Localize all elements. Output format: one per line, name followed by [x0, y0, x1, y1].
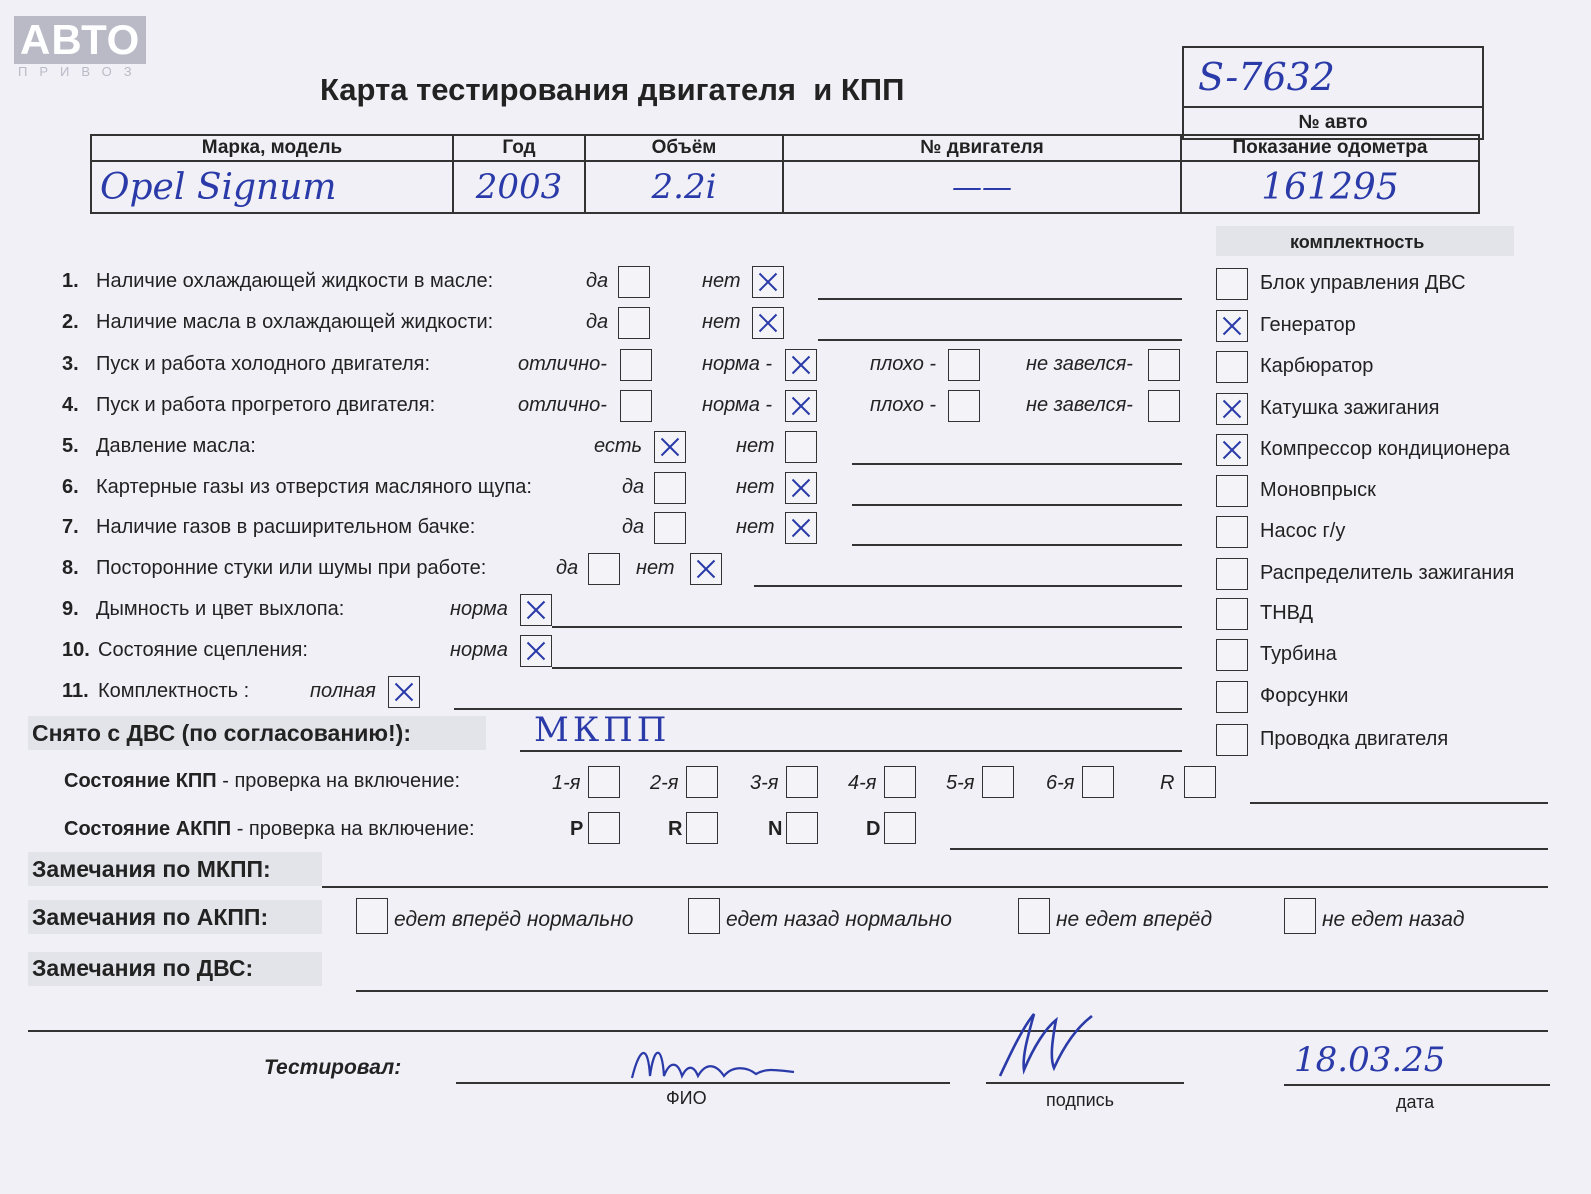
remarks-dvs-line-2 — [28, 1030, 1548, 1032]
option-checkbox[interactable] — [588, 553, 620, 585]
akpp-remark-label: едет вперёд нормально — [394, 908, 634, 931]
item-text: Наличие газов в расширительном бачке: — [96, 516, 476, 538]
removed-label: Снято с ДВС (по согласованию!): — [32, 720, 411, 746]
car-number-label: № авто — [1298, 112, 1368, 133]
item-line — [552, 626, 1182, 628]
option-label: да — [622, 476, 645, 498]
kpp-gear-label: 5-я — [946, 772, 975, 794]
kit-item-label: Блок управления ДВС — [1260, 272, 1466, 294]
option-label: нет — [636, 557, 675, 579]
option-checkbox[interactable] — [1148, 349, 1180, 381]
option-checkbox[interactable] — [785, 431, 817, 463]
kpp-gear-checkbox[interactable] — [686, 766, 718, 798]
kit-item-label: Проводка двигателя — [1260, 728, 1449, 750]
removed-value: МКПП — [534, 710, 671, 750]
year-value: 2003 — [453, 161, 585, 213]
option-label: нет — [736, 516, 775, 538]
kpp-gear-label: 4-я — [848, 772, 877, 794]
tested-label: Тестировал: — [264, 1056, 402, 1079]
option-label: нет — [702, 311, 741, 333]
item-number: 9. — [62, 598, 79, 620]
kit-item-label: Форсунки — [1260, 685, 1349, 707]
option-label: есть — [594, 435, 643, 457]
kit-checkbox[interactable] — [1216, 268, 1248, 300]
car-number-value: S-7632 — [1184, 48, 1482, 108]
kit-item-label: Генератор — [1260, 314, 1356, 336]
item-line — [852, 504, 1182, 506]
option-checkbox[interactable] — [785, 390, 817, 422]
item-number: 3. — [62, 353, 79, 375]
option-label: да — [622, 516, 645, 538]
item-line — [818, 298, 1182, 300]
item-text: Давление масла: — [96, 435, 256, 457]
kit-item-label: Насос г/у — [1260, 520, 1346, 542]
date-value: 18.03.25 — [1294, 1040, 1446, 1080]
akpp-label — [64, 818, 475, 841]
akpp-label-rest: - проверка на включение: — [231, 818, 475, 840]
item-line — [852, 463, 1182, 465]
akpp-gear-checkbox[interactable] — [588, 812, 620, 844]
brand-logo — [14, 16, 146, 79]
option-checkbox[interactable] — [785, 512, 817, 544]
remarks-mkpp-line — [322, 886, 1548, 888]
akpp-remark-checkbox[interactable] — [1284, 898, 1316, 934]
item-text: Наличие охлаждающей жидкости в масле: — [96, 270, 494, 292]
kit-item-label: ТНВД — [1260, 602, 1314, 624]
akpp-gear-label: P — [570, 818, 584, 840]
kit-checkbox[interactable] — [1216, 310, 1248, 342]
akpp-remark-label: не едет назад — [1322, 908, 1465, 931]
date-line — [1284, 1084, 1550, 1086]
kit-checkbox[interactable] — [1216, 475, 1248, 507]
option-checkbox[interactable] — [520, 594, 552, 626]
item-text: Состояние сцепления: — [98, 639, 308, 661]
vehicle-table — [90, 134, 1480, 214]
akpp-gear-label: R — [668, 818, 683, 840]
kit-checkbox[interactable] — [1216, 724, 1248, 756]
kpp-gear-checkbox[interactable] — [1184, 766, 1216, 798]
option-label: плохо - — [870, 394, 937, 416]
kit-checkbox[interactable] — [1216, 639, 1248, 671]
kpp-line — [1250, 802, 1548, 804]
akpp-gear-checkbox[interactable] — [884, 812, 916, 844]
option-label: полная — [310, 680, 376, 702]
col-engine-header: № двигателя — [783, 135, 1181, 161]
item-line — [754, 585, 1182, 587]
engine-number-value: —— — [783, 161, 1181, 213]
option-checkbox[interactable] — [620, 390, 652, 422]
item-line — [818, 339, 1182, 341]
option-label: норма — [450, 598, 508, 620]
akpp-remark-label: едет назад нормально — [726, 908, 952, 931]
kit-title: комплектность — [1290, 232, 1425, 252]
item-text: Картерные газы из отверстия масляного щупа: — [96, 476, 532, 498]
option-checkbox[interactable] — [388, 676, 420, 708]
option-checkbox[interactable] — [520, 635, 552, 667]
kpp-gear-label: R — [1160, 772, 1175, 794]
model-value: Opel Signum — [91, 161, 453, 213]
item-number: 8. — [62, 557, 79, 579]
kpp-gear-label: 3-я — [750, 772, 779, 794]
item-number: 7. — [62, 516, 79, 538]
col-odometer-header: Показание одометра — [1181, 135, 1479, 161]
kpp-label-bold: Состояние КПП — [64, 770, 217, 792]
kpp-gear-checkbox[interactable] — [884, 766, 916, 798]
kpp-label — [64, 770, 460, 793]
option-checkbox[interactable] — [654, 512, 686, 544]
item-text: Дымность и цвет выхлопа: — [96, 598, 345, 620]
date-label: дата — [1396, 1092, 1435, 1112]
kit-checkbox[interactable] — [1216, 681, 1248, 713]
akpp-gear-checkbox[interactable] — [786, 812, 818, 844]
item-line — [852, 544, 1182, 546]
option-label: да — [586, 311, 609, 333]
option-checkbox[interactable] — [654, 472, 686, 504]
col-year-header: Год — [453, 135, 585, 161]
kit-checkbox[interactable] — [1216, 598, 1248, 630]
option-checkbox[interactable] — [948, 390, 980, 422]
signature-line — [986, 1082, 1184, 1084]
signature-handwriting — [994, 1006, 1104, 1080]
kit-item-label: Карбюратор — [1260, 355, 1374, 377]
akpp-gear-label: D — [866, 818, 881, 840]
kit-checkbox[interactable] — [1216, 516, 1248, 548]
akpp-remark-label: не едет вперёд — [1056, 908, 1213, 931]
kit-item-label: Турбина — [1260, 643, 1337, 665]
item-text: Посторонние стуки или шумы при работе: — [96, 557, 487, 579]
akpp-line — [950, 848, 1548, 850]
option-label: нет — [702, 270, 741, 292]
option-checkbox[interactable] — [1148, 390, 1180, 422]
item-text: Пуск и работа прогретого двигателя: — [96, 394, 436, 416]
option-checkbox[interactable] — [785, 472, 817, 504]
kit-checkbox[interactable] — [1216, 351, 1248, 383]
option-checkbox[interactable] — [948, 349, 980, 381]
remarks-mkpp-label: Замечания по МКПП: — [32, 856, 271, 882]
kit-item-label: Моновпрыск — [1260, 479, 1376, 501]
option-label: норма - — [702, 394, 773, 416]
kpp-gear-checkbox[interactable] — [588, 766, 620, 798]
option-label: норма - — [702, 353, 773, 375]
page-title: Карта тестирования двигателя и КПП — [320, 72, 905, 107]
item-number: 10. — [62, 639, 90, 661]
option-label: норма — [450, 639, 508, 661]
col-model-header: Марка, модель — [91, 135, 453, 161]
kpp-gear-label: 2-я — [650, 772, 679, 794]
kit-item-label: Катушка зажигания — [1260, 397, 1440, 419]
item-number: 5. — [62, 435, 79, 457]
option-checkbox[interactable] — [654, 431, 686, 463]
option-checkbox[interactable] — [690, 553, 722, 585]
akpp-remark-checkbox[interactable] — [1018, 898, 1050, 934]
item-number: 11. — [62, 680, 89, 702]
kpp-gear-checkbox[interactable] — [786, 766, 818, 798]
option-checkbox[interactable] — [752, 307, 784, 339]
option-label: не завелся- — [1026, 353, 1133, 375]
kit-item-label: Распределитель зажигания — [1260, 562, 1515, 584]
item-number: 4. — [62, 394, 79, 416]
remarks-akpp-label: Замечания по АКПП: — [32, 904, 269, 930]
item-text: Наличие масла в охлаждающей жидкости: — [96, 311, 494, 333]
kit-checkbox[interactable] — [1216, 558, 1248, 590]
kpp-gear-checkbox[interactable] — [1082, 766, 1114, 798]
kpp-label-rest: - проверка на включение: — [216, 770, 461, 792]
volume-value: 2.2i — [585, 161, 783, 213]
option-label: да — [556, 557, 579, 579]
option-label: не завелся- — [1026, 394, 1133, 416]
item-number: 6. — [62, 476, 79, 498]
akpp-remark-checkbox[interactable] — [688, 898, 720, 934]
option-label: нет — [736, 435, 775, 457]
item-line — [552, 667, 1182, 669]
option-label: плохо - — [870, 353, 937, 375]
item-text: Пуск и работа холодного двигателя: — [96, 353, 431, 375]
item-number: 1. — [62, 270, 79, 292]
akpp-label-bold: Состояние АКПП — [64, 818, 232, 840]
option-label: да — [586, 270, 609, 292]
kit-checkbox[interactable] — [1216, 393, 1248, 425]
remarks-dvs-label: Замечания по ДВС: — [32, 955, 254, 981]
akpp-gear-checkbox[interactable] — [686, 812, 718, 844]
akpp-gear-label: N — [768, 818, 783, 840]
option-label: отлично- — [518, 353, 607, 375]
signature-label: подпись — [1046, 1090, 1115, 1110]
item-text: Комплектность : — [98, 680, 250, 702]
option-checkbox[interactable] — [752, 266, 784, 298]
logo-main-text: АВТО — [14, 16, 146, 64]
fio-label: ФИО — [666, 1088, 707, 1108]
removed-line — [520, 750, 1182, 752]
kit-item-label: Компрессор кондиционера — [1260, 438, 1510, 460]
col-volume-header: Объём — [585, 135, 783, 161]
kit-checkbox[interactable] — [1216, 434, 1248, 466]
option-label: нет — [736, 476, 775, 498]
option-checkbox[interactable] — [620, 349, 652, 381]
option-label: отлично- — [518, 394, 607, 416]
logo-sub-text: ПРИВОЗ — [18, 64, 144, 79]
item-number: 2. — [62, 311, 79, 333]
kpp-gear-label: 1-я — [552, 772, 581, 794]
option-checkbox[interactable] — [785, 349, 817, 381]
option-checkbox[interactable] — [618, 307, 650, 339]
option-checkbox[interactable] — [618, 266, 650, 298]
remarks-dvs-line-1 — [356, 990, 1548, 992]
kpp-gear-label: 6-я — [1046, 772, 1075, 794]
car-number-box — [1182, 46, 1484, 140]
fio-handwriting — [626, 1036, 806, 1086]
kpp-gear-checkbox[interactable] — [982, 766, 1014, 798]
odometer-value: 161295 — [1181, 161, 1479, 213]
akpp-remark-checkbox[interactable] — [356, 898, 388, 934]
